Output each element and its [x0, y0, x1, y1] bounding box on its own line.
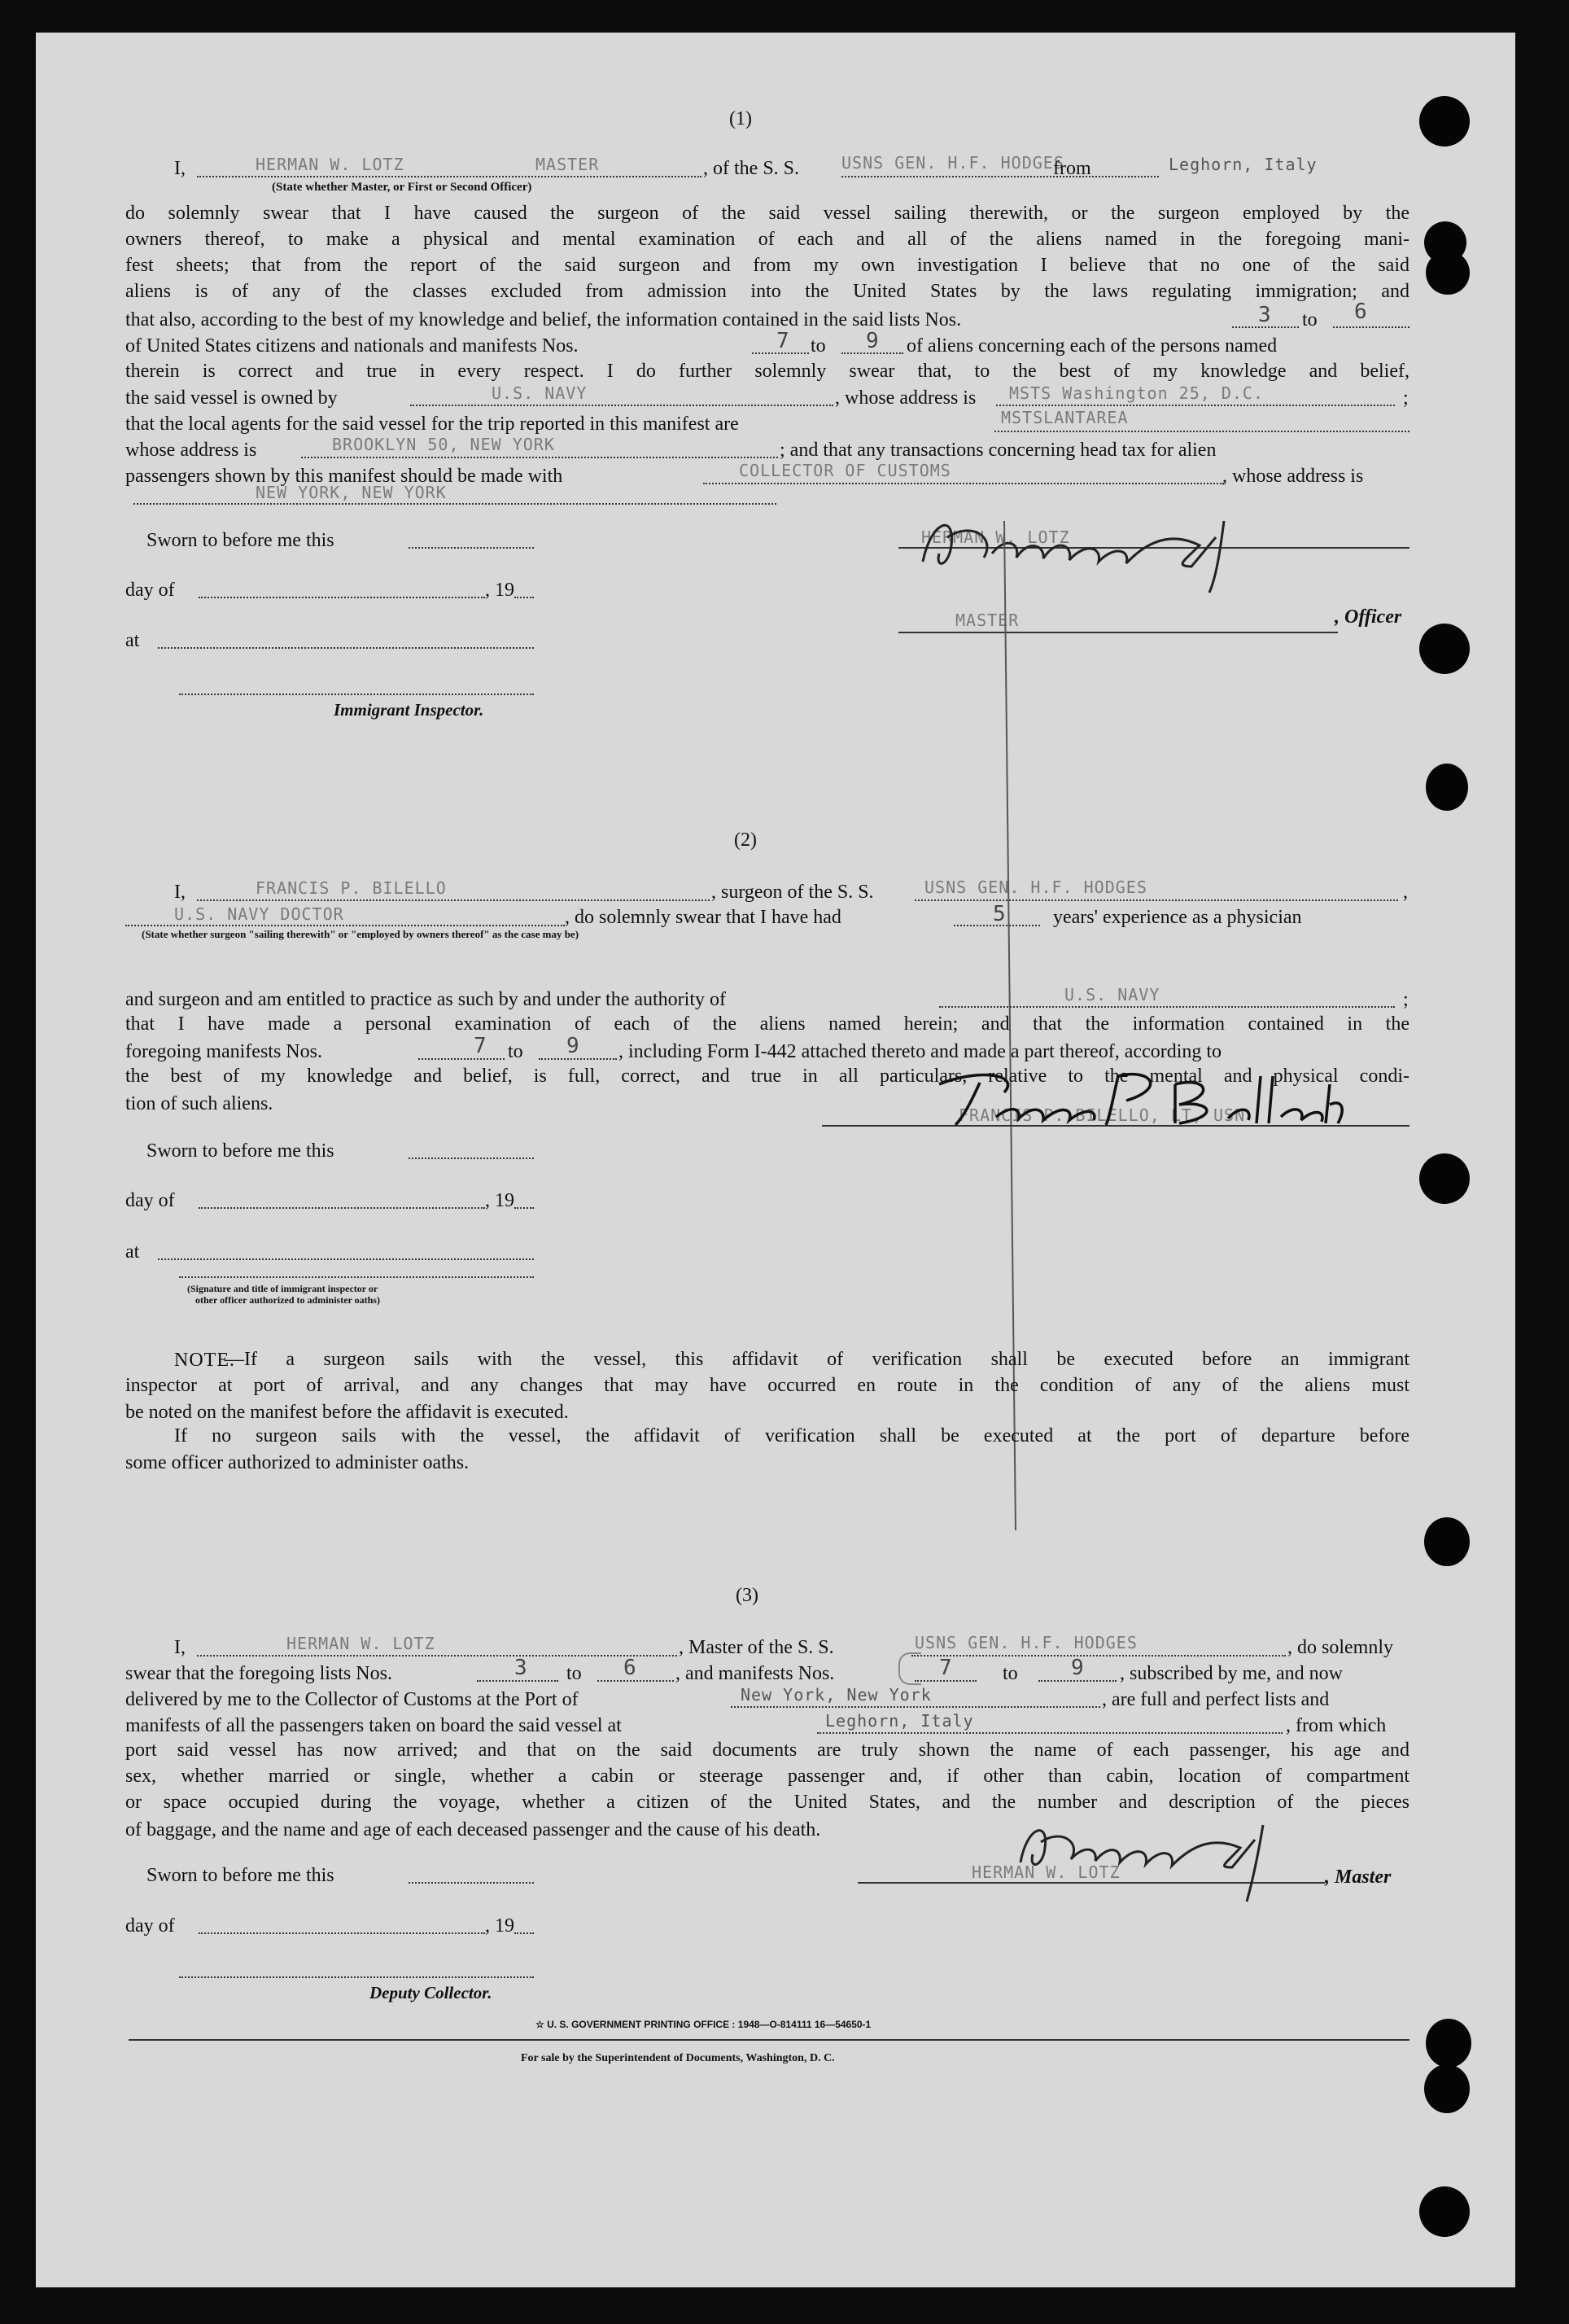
s1-typed-rank: MASTER: [955, 611, 1020, 630]
s2-i: I,: [174, 882, 186, 903]
s3-body-line: sex, whether married or single, whether a cabin or steerage passenger and, if other than cabin, location of compartment: [125, 1766, 1409, 1787]
s1-year-line: [514, 597, 534, 598]
s1-body-line: fest sheets; that from the report of the said surgeon and from my own investigation I believe that no one of the said: [125, 255, 1409, 276]
punch-hole: [1426, 764, 1468, 811]
s1-l6-to-word: to: [811, 335, 826, 357]
s2-surgeon-name: FRANCIS P. BILELLO: [256, 878, 447, 898]
s2-m-to: 9: [566, 1034, 580, 1058]
s3-to-word-1: to: [566, 1663, 582, 1684]
s2-day-line: [199, 1207, 485, 1209]
s3-l1c: , do solemnly: [1287, 1637, 1393, 1658]
s3-deputy-line: [179, 1976, 534, 1978]
s2-note-label: NOTE.: [174, 1350, 235, 1371]
s3-to-word-2: to: [1003, 1663, 1018, 1684]
s2-at-line: [158, 1258, 534, 1260]
s3-i: I,: [174, 1637, 186, 1658]
s2-l1b: , surgeon of the S. S.: [711, 882, 874, 903]
s1-l5-from: 3: [1258, 303, 1272, 327]
s1-port-from: Leghorn, Italy: [1169, 155, 1318, 174]
section-3-heading: (3): [736, 1585, 758, 1606]
s2-name-line: [197, 899, 710, 901]
s1-l5-to-line: [1333, 326, 1409, 328]
s1-l6-to: 9: [866, 329, 880, 353]
s3-year-line: [514, 1932, 534, 1934]
s3-vessel: USNS GEN. H.F. HODGES: [915, 1633, 1138, 1652]
s1-of-ss: , of the S. S.: [703, 158, 800, 179]
section-1-heading: (1): [729, 108, 752, 129]
s2-sig-note-1: (Signature and title of immigrant inspector or: [187, 1283, 378, 1294]
s1-l6a: of United States citizens and nationals and manifests Nos.: [125, 335, 579, 357]
s2-l5b: , including Form I-442 attached thereto and made a part thereof, according to: [618, 1041, 1222, 1062]
punch-hole: [1419, 1153, 1470, 1204]
s1-body-line: owners thereof, to make a physical and mental examination of each and all of the aliens named in the foregoing mani-: [125, 229, 1409, 250]
s1-year: , 19: [485, 580, 514, 601]
s1-day-of: day of: [125, 580, 175, 601]
s3-l1b: , Master of the S. S.: [679, 1637, 834, 1658]
s1-owner: U.S. NAVY: [492, 383, 588, 403]
s1-i: I,: [174, 158, 186, 179]
s1-body-line: aliens is of any of the classes excluded from admission into the United States by the laws regulating immigration; and: [125, 281, 1409, 302]
s3-port: New York, New York: [741, 1685, 932, 1705]
s3-l2a: swear that the foregoing lists Nos.: [125, 1663, 392, 1684]
s1-body-line: do solemnly swear that I have caused the surgeon of the said vessel sailing therewith, or the surgeon employed by the: [125, 203, 1409, 224]
s1-agents-line: [994, 431, 1409, 432]
s3-year: , 19: [485, 1915, 514, 1937]
s1-sworn-line: [409, 547, 534, 549]
s3-lists-to-line: [597, 1680, 674, 1682]
s3-name-line: [197, 1655, 677, 1657]
s1-l8a: the said vessel is owned by: [125, 387, 338, 409]
s3-master-name: HERMAN W. LOTZ: [286, 1634, 435, 1653]
s1-state-note: (State whether Master, or First or Second Officer): [272, 181, 532, 194]
punch-hole: [1426, 2019, 1471, 2068]
s3-last-line: of baggage, and the name and age of each deceased passenger and the cause of his death.: [125, 1819, 821, 1840]
s3-m-to-line: [1038, 1680, 1117, 1682]
s3-m-from: 7: [939, 1656, 953, 1680]
s2-year-line: [514, 1207, 534, 1209]
s2-year: , 19: [485, 1190, 514, 1211]
s3-day-of: day of: [125, 1915, 175, 1937]
punch-hole: [1419, 96, 1470, 147]
s2-to-line: [539, 1058, 617, 1060]
s2-note2-a: If no surgeon sails with the vessel, the affidavit of verification shall be executed at the port of departure before: [174, 1425, 1409, 1446]
s1-vessel: USNS GEN. H.F. HODGES: [841, 153, 1064, 173]
s1-tax-address-line: [133, 503, 776, 505]
s1-tax-party-line: [703, 483, 1224, 484]
s1-day-line: [199, 597, 485, 598]
correction-bracket: [898, 1652, 921, 1685]
s1-agents: MSTSLANTAREA: [1001, 408, 1129, 427]
s1-vessel-line: [841, 176, 1159, 177]
s2-typed-signer: FRANCIS P. BILELLO, LT, USN: [959, 1105, 1246, 1125]
s2-note-line-1: inspector at port of arrival, and any changes that may have occurred en route in the condition of any of the aliens must: [125, 1375, 1409, 1396]
s2-note-line-2: be noted on the manifest before the affidavit is executed.: [125, 1402, 569, 1423]
s1-from: from: [1053, 158, 1091, 179]
s1-officer: , Officer: [1335, 606, 1402, 628]
punch-hole: [1419, 624, 1470, 674]
s3-l2b: , and manifests Nos.: [675, 1663, 835, 1684]
s1-agents-address-line: [301, 457, 778, 458]
s2-vessel-line: [915, 899, 1398, 901]
s2-l3b: ;: [1403, 989, 1409, 1010]
s1-inspector-line: [179, 694, 534, 695]
s3-boarded-at: Leghorn, Italy: [825, 1711, 974, 1731]
s1-l6b: of aliens concerning each of the persons named: [907, 335, 1278, 357]
s3-m-to: 9: [1071, 1656, 1085, 1680]
s1-at-line: [158, 647, 534, 649]
s2-sig-note-2: other officer authorized to administer oaths): [195, 1294, 380, 1306]
s3-port-line: [731, 1706, 1100, 1708]
s3-lists-from: 3: [514, 1656, 528, 1680]
s3-vessel-line: [911, 1655, 1286, 1657]
s2-l6: the best of my knowledge and belief, is full, correct, and true in all particulars, relative to the mental and physical condi-: [125, 1066, 1409, 1087]
s1-master-name: HERMAN W. LOTZ: [256, 155, 404, 174]
punch-hole: [1424, 2064, 1470, 2113]
s1-l6-from: 7: [776, 329, 790, 353]
s1-l10b: ; and that any transactions concerning head tax for alien: [780, 440, 1217, 461]
s2-m-from: 7: [474, 1034, 487, 1058]
footer-rule: [129, 2039, 1409, 2041]
punch-hole: [1424, 1517, 1470, 1566]
s1-master-rank: MASTER: [535, 155, 600, 174]
printing-line: ☆ U. S. GOVERNMENT PRINTING OFFICE : 1948—O-814111 16—54650-1: [535, 2019, 872, 2030]
s2-l2b: years' experience as a physician: [1053, 907, 1302, 928]
s1-l8c: ;: [1403, 387, 1409, 409]
s1-l11a: passengers shown by this manifest should be made with: [125, 466, 563, 487]
s3-deputy: Deputy Collector.: [369, 1983, 492, 2002]
s2-from-line: [418, 1058, 505, 1060]
s2-note2-b: some officer authorized to administer oaths.: [125, 1452, 470, 1473]
section-2-heading: (2): [734, 829, 757, 851]
s1-inspector: Immigrant Inspector.: [334, 700, 484, 720]
s1-agents-address: BROOKLYN 50, NEW YORK: [332, 435, 555, 454]
s2-to-word: to: [508, 1041, 523, 1062]
sale-line: For sale by the Superintendent of Documents, Washington, D. C.: [521, 2052, 835, 2064]
s2-vessel: USNS GEN. H.F. HODGES: [924, 878, 1147, 897]
s1-l9a: that the local agents for the said vessel for the trip reported in this manifest are: [125, 414, 739, 435]
s1-at: at: [125, 630, 140, 651]
s3-boarded-line: [817, 1732, 1283, 1734]
s3-l3a: delivered by me to the Collector of Customs at the Port of: [125, 1689, 579, 1710]
s1-owner-address-line: [996, 405, 1395, 406]
s3-body-line: port said vessel has now arrived; and that on the said documents are truly shown the name of each passenger, his age and: [125, 1740, 1409, 1761]
s2-years: 5: [993, 902, 1007, 926]
s1-l8b: , whose address is: [835, 387, 977, 409]
punch-hole: [1426, 251, 1470, 295]
s3-lists-to: 6: [623, 1656, 637, 1680]
s2-status-line: [125, 925, 565, 926]
s2-state-note: (State whether surgeon "sailing therewith" or "employed by owners thereof" as the case may be): [142, 928, 579, 940]
s1-l5: that also, according to the best of my knowledge and belief, the information contained in the said lists Nos.: [125, 309, 962, 330]
s3-lists-from-line: [477, 1680, 558, 1682]
s1-owner-address: MSTS Washington 25, D.C.: [1009, 383, 1264, 403]
s2-l2a: , do solemnly swear that I have had: [565, 907, 841, 928]
s3-master-signature: [1004, 1797, 1297, 1903]
s2-note-line-0: —If a surgeon sails with the vessel, this affidavit of verification shall be executed before an immigrant: [225, 1349, 1409, 1370]
s1-sworn: Sworn to before me this: [146, 530, 334, 551]
s1-master-signature: [907, 488, 1265, 594]
s1-tax-party: COLLECTOR OF CUSTOMS: [739, 461, 951, 480]
s3-day-line: [199, 1932, 485, 1934]
s2-l3a: and surgeon and am entitled to practice as such by and under the authority of: [125, 989, 726, 1010]
s2-l1c: ,: [1403, 882, 1408, 903]
punch-hole: [1419, 2186, 1470, 2237]
s1-tax-address: NEW YORK, NEW YORK: [256, 483, 447, 502]
s1-typed-signer: HERMAN W. LOTZ: [921, 527, 1070, 547]
s2-at: at: [125, 1241, 140, 1263]
s1-l5-to-word: to: [1302, 309, 1318, 330]
s1-l7: therein is correct and true in every respect. I do further solemnly swear that, to the best of my knowledge and belief,: [125, 361, 1409, 382]
s2-authority: U.S. NAVY: [1064, 985, 1160, 1004]
s3-typed-signer: HERMAN W. LOTZ: [972, 1862, 1121, 1882]
s2-l5a: foregoing manifests Nos.: [125, 1041, 322, 1062]
s2-day-of: day of: [125, 1190, 175, 1211]
s3-l2c: , subscribed by me, and now: [1120, 1663, 1343, 1684]
s2-status: U.S. NAVY DOCTOR: [174, 904, 344, 924]
s1-owner-line: [410, 405, 833, 406]
s1-name-line: [197, 176, 701, 177]
s2-sworn: Sworn to before me this: [146, 1140, 334, 1162]
s2-authority-line: [939, 1006, 1395, 1008]
s3-l4b: , from which: [1286, 1715, 1387, 1736]
s3-l3b: , are full and perfect lists and: [1102, 1689, 1330, 1710]
s2-surgeon-signature: [931, 1060, 1354, 1133]
s3-l4a: manifests of all the passengers taken on board the said vessel at: [125, 1715, 622, 1736]
s1-l5-to: 6: [1354, 300, 1368, 324]
s2-l4: that I have made a personal examination of each of the aliens named herein; and that the information contained in the: [125, 1013, 1409, 1035]
s1-l11b: , whose address is: [1222, 466, 1364, 487]
manifest-page: [36, 33, 1515, 2287]
s1-l10a: whose address is: [125, 440, 257, 461]
s2-l7: tion of such aliens.: [125, 1093, 273, 1114]
s3-m-from-line: [915, 1680, 977, 1682]
s3-body-line: or space occupied during the voyage, whether a citizen of the United States, and the number and description of the pieces: [125, 1792, 1409, 1813]
s2-inspector-line: [179, 1276, 534, 1278]
s3-master: , Master: [1325, 1867, 1392, 1888]
s3-sworn: Sworn to before me this: [146, 1865, 334, 1886]
s1-officer-line: [898, 632, 1338, 633]
s2-sworn-line: [409, 1158, 534, 1159]
s3-sworn-line: [409, 1882, 534, 1884]
